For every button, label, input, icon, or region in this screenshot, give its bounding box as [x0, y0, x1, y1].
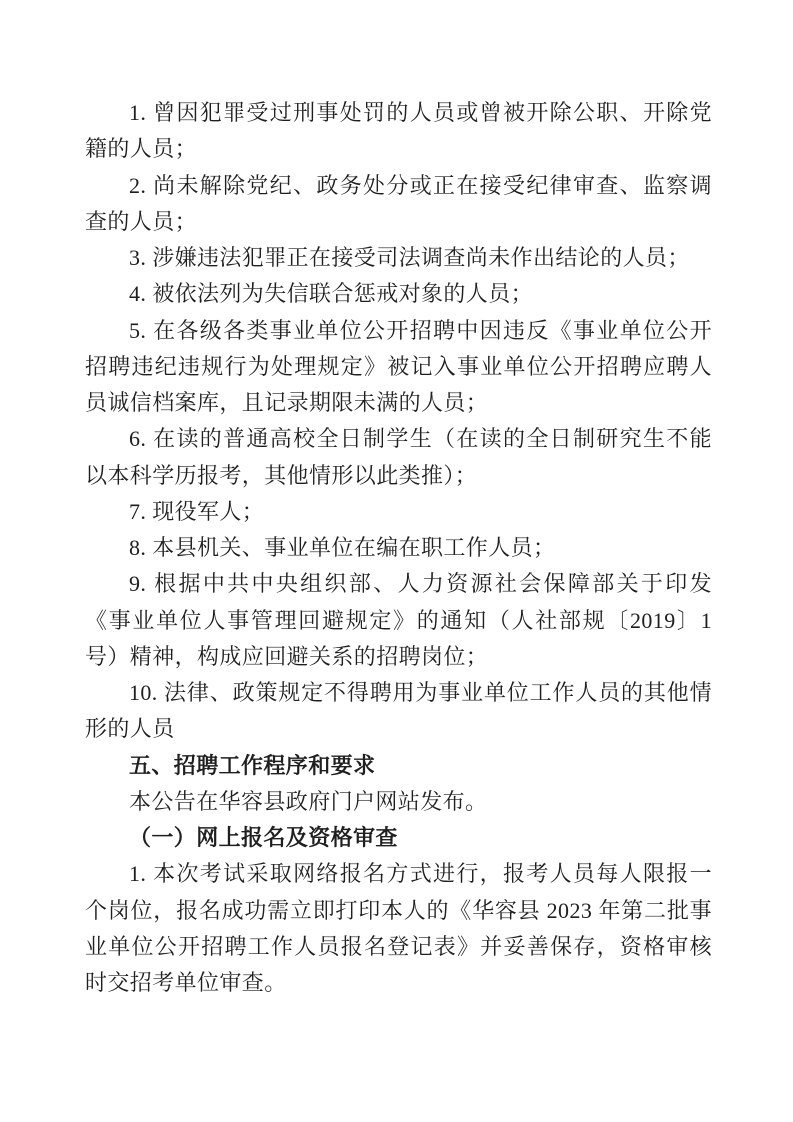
- subsection-heading-online-registration: （一）网上报名及资格审查: [129, 825, 398, 850]
- list-item-dishonesty-blacklist: 4. 被依法列为失信联合惩戒对象的人员；: [129, 281, 534, 307]
- list-item-enrolled-students: 6. 在读的普通高校全日制学生（在读的全日制研究生不能以本科学历报考，其他情形以此类推）；: [85, 426, 712, 488]
- list-item-judicial-investigation: 3. 涉嫌违法犯罪正在接受司法调查尚未作出结论的人员；: [129, 245, 690, 270]
- list-item-prior-criminal-punishment: 1. 曾因犯罪受过刑事处罚的人员或曾被开除公职、开除党籍的人员；: [85, 100, 712, 162]
- registration-step-text: 1. 本次考试采取网络报名方式进行，报考人员每人限报一个岗位，报名成功需立即打印本人的《华容县 2023 年第二批事业单位公开招聘工作人员报名登记表》并妥善保存，资格审核时交招考单位审查。: [85, 861, 712, 995]
- list-item-avoidance-rule: 9. 根据中共中央组织部、人力资源社会保障部关于印发《事业单位人事管理回避规定》的通知（人社部规〔2019〕1 号）精神，构成应回避关系的招聘岗位；: [85, 571, 712, 669]
- list-item-recruitment-violation: 5. 在各级各类事业单位公开招聘中因违反《事业单位公开招聘违纪违规行为处理规定》被记入事业单位公开招聘应聘人员诚信档案库，且记录期限未满的人员；: [85, 317, 712, 415]
- list-item-pending-discipline: 2. 尚未解除党纪、政务处分或正在接受纪律审查、监察调查的人员；: [85, 172, 712, 234]
- document-page: [85, 95, 712, 1001]
- section-heading-procedures: 五、招聘工作程序和要求: [129, 752, 376, 778]
- list-item-current-county-staff: 8. 本县机关、事业单位在编在职工作人员；: [129, 535, 556, 560]
- list-item-active-military: 7. 现役军人；: [129, 498, 265, 524]
- list-item-other-prohibited: 10. 法律、政策规定不得聘用为事业单位工作人员的其他情形的人员: [85, 680, 712, 742]
- announcement-channel-text: 本公告在华容县政府门户网站发布。: [129, 788, 488, 814]
